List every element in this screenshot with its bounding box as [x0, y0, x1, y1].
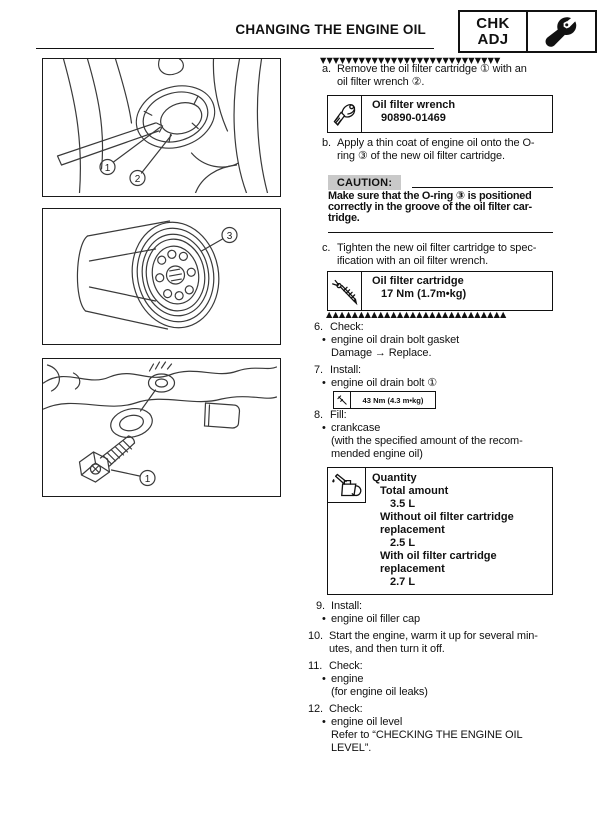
special-tool-icon — [328, 96, 362, 132]
callout-1-number: 1 — [144, 474, 151, 485]
bullet-glyph: • — [322, 422, 326, 434]
callout-1-number: 1 — [104, 163, 111, 174]
fig1-illustration — [43, 59, 277, 193]
step-8-number: 8. — [314, 409, 323, 421]
chapter-tab-label — [460, 12, 526, 51]
step-b-label: b. — [322, 137, 331, 149]
callout-3-number: 3 — [226, 231, 233, 242]
caution-label: CAUTION: — [328, 175, 401, 190]
step-7-item: engine oil drain bolt ① — [331, 377, 438, 389]
step-a-label: a. — [322, 63, 331, 75]
torque-item-name: Oil filter cartridge — [372, 275, 464, 287]
step-9-number: 9. — [316, 600, 325, 612]
caution-bottom-rule — [328, 232, 553, 233]
torque-spec-box — [327, 271, 553, 311]
step-12-note1: Refer to “CHECKING THE ENGINE OIL — [331, 729, 523, 741]
step-a-line2: oil filter wrench ②. — [337, 76, 425, 88]
quantity-row-label: replacement — [380, 524, 445, 536]
step-11-number: 11. — [308, 660, 323, 672]
step-11-note: (for engine oil leaks) — [331, 686, 428, 698]
quantity-row-label: Total amount — [380, 485, 449, 497]
step-12-title: Check: — [329, 703, 363, 715]
step-12-item: engine oil level — [331, 716, 403, 728]
tool-spec-box — [327, 95, 553, 133]
quantity-row-label: Without oil filter cartridge — [380, 511, 514, 523]
step-11-item: engine — [331, 673, 364, 685]
step-12-note2: LEVEL”. — [331, 742, 372, 754]
caution-top-rule — [412, 187, 553, 188]
oil-can-icon — [328, 468, 366, 503]
caution-line1: Make sure that the O-ring ③ is positioned — [328, 190, 532, 202]
chapter-tab — [458, 10, 597, 53]
tab-chk-label: CHK — [476, 14, 510, 32]
quantity-row-label: With oil filter cartridge — [380, 550, 497, 562]
step-8-title: Fill: — [330, 409, 347, 421]
page-title: CHANGING THE ENGINE OIL — [235, 22, 426, 37]
step-7-number: 7. — [314, 364, 323, 376]
step-b-line2: ring ③ of the new oil filter cartridge. — [337, 150, 505, 162]
step-c-line1: Tighten the new oil filter cartridge to spec- — [337, 242, 537, 254]
step-10-number: 10. — [308, 630, 323, 642]
mini-torque-value: 43 Nm (4.3 m•kg) — [362, 395, 424, 405]
torque-value: 17 Nm (1.7m•kg) — [381, 288, 467, 300]
quantity-row-value: 3.5 L — [390, 498, 416, 510]
step-7-title: Install: — [330, 364, 361, 376]
quantity-spec-box — [327, 467, 553, 595]
tool-part-number: 90890-01469 — [381, 112, 446, 124]
figure-drain-bolt — [42, 358, 281, 497]
step-a-line1: Remove the oil filter cartridge ① with an — [337, 63, 527, 75]
step-12-number: 12. — [308, 703, 323, 715]
torque-wrench-icon — [328, 272, 362, 310]
step-c-label: c. — [322, 242, 331, 254]
quantity-row-label: replacement — [380, 563, 445, 575]
substep-separator-start: ▼▼▼▼▼▼▼▼▼▼▼▼▼▼▼▼▼▼▼▼▼▼▼▼▼▼▼▼ — [320, 55, 501, 65]
header-rule — [36, 48, 434, 49]
figure-oil-filter-cartridge — [42, 208, 281, 345]
step-6-number: 6. — [314, 321, 323, 333]
bullet-glyph: • — [322, 613, 326, 625]
tool-name: Oil filter wrench — [372, 99, 456, 111]
step-6-title: Check: — [330, 321, 364, 333]
torque-wrench-icon — [334, 392, 351, 408]
step-8-note1: (with the specified amount of the recom- — [331, 435, 523, 447]
fig2-illustration — [43, 209, 277, 341]
step-8-note2: mended engine oil) — [331, 448, 423, 460]
substep-separator-end: ▲▲▲▲▲▲▲▲▲▲▲▲▲▲▲▲▲▲▲▲▲▲▲▲▲▲▲▲ — [326, 309, 507, 319]
step-10-line2: utes, and then turn it off. — [329, 643, 445, 655]
bullet-glyph: • — [322, 673, 326, 685]
step-6-note: Damage → Replace. — [331, 347, 432, 359]
fig3-illustration — [43, 359, 277, 493]
quantity-row-value: 2.7 L — [390, 576, 416, 588]
step-b-line1: Apply a thin coat of engine oil onto the O- — [337, 137, 535, 149]
step-6-item: engine oil drain bolt gasket — [331, 334, 460, 346]
callout-2-number: 2 — [134, 174, 141, 185]
quantity-row-value: 2.5 L — [390, 537, 416, 549]
bullet-glyph: • — [322, 377, 326, 389]
step-9-title: Install: — [331, 600, 362, 612]
tab-adj-label: ADJ — [477, 30, 509, 48]
mini-torque-box — [333, 391, 436, 409]
step-10-line1: Start the engine, warm it up for several min- — [329, 630, 538, 642]
step-9-item: engine oil filler cap — [331, 613, 421, 625]
step-c-line2: ification with an oil filter wrench. — [337, 255, 489, 267]
bullet-glyph: • — [322, 334, 326, 346]
bullet-glyph: • — [322, 716, 326, 728]
quantity-title: Quantity — [372, 472, 417, 484]
caution-line2: correctly in the groove of the oil filter car- — [328, 201, 532, 213]
caution-line3: tridge. — [328, 212, 360, 224]
step-11-title: Check: — [329, 660, 363, 672]
wrench-nut-icon — [526, 12, 595, 51]
step-8-item: crankcase — [331, 422, 381, 434]
figure-oil-filter-removal — [42, 58, 281, 197]
